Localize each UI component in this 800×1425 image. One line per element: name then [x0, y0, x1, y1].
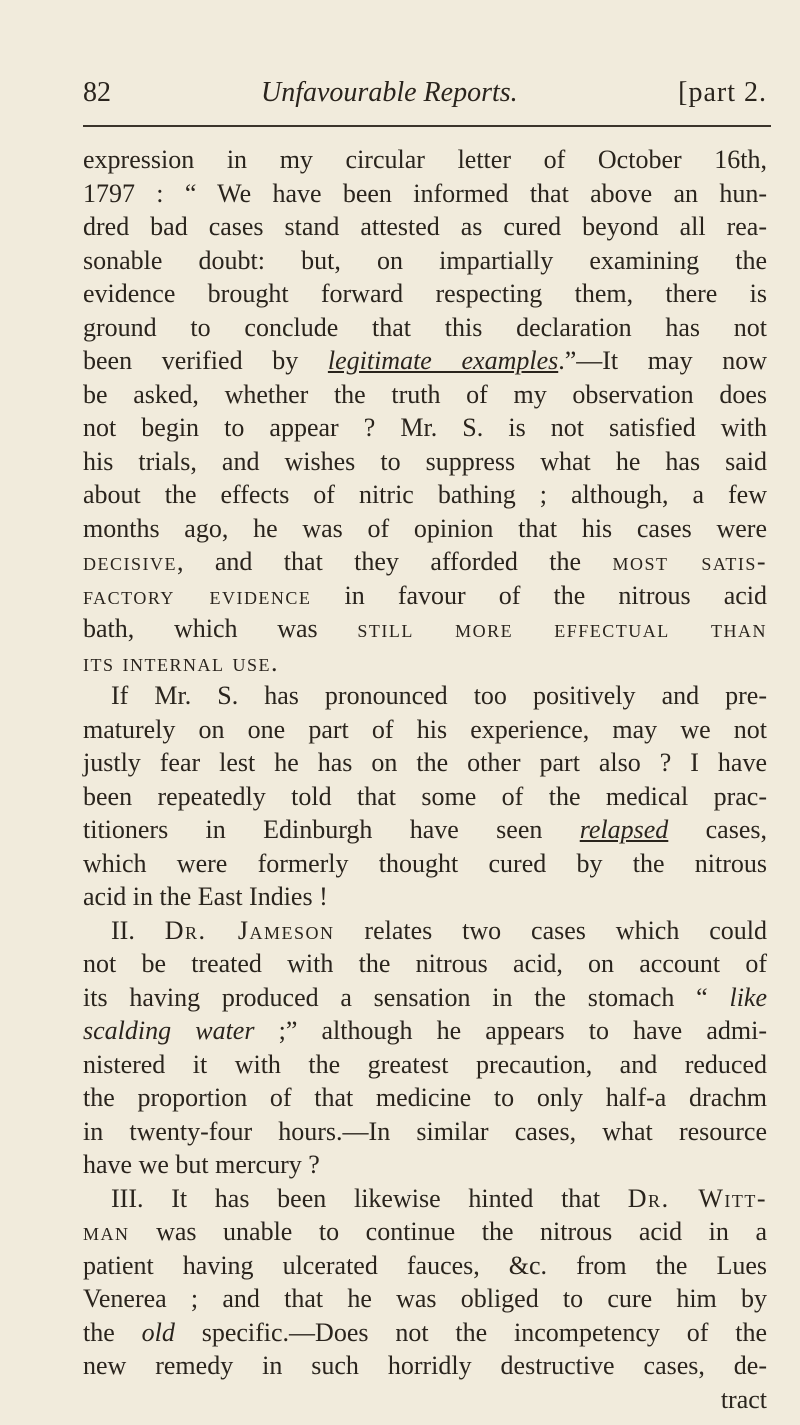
text-run: II.: [111, 915, 165, 945]
text-run: , and that they afforded the: [177, 547, 613, 576]
text-run: .”—It may now: [558, 346, 767, 375]
text-line: [83, 1014, 767, 1048]
page-number: 82: [83, 77, 111, 108]
text-run: legitimate examples: [327, 346, 559, 375]
text-line: which were formerly thought cured by the nitrous: [83, 848, 767, 878]
text-line: 1797 : “ We have been informed that above an hun-: [83, 178, 767, 208]
text-line: justly fear lest he has on the other part also ? I have: [83, 748, 767, 777]
text-line: new remedy in such horridly destructive cases, de-: [83, 1351, 767, 1380]
text-run: bath, which was: [83, 614, 358, 643]
text-line: not be treated with the nitrous acid, on account of: [83, 949, 767, 978]
text-run: titioners in Edinburgh have seen: [83, 815, 580, 844]
text-line: tract: [720, 1384, 767, 1414]
text-line: nistered it with the greatest precaution, and reduced: [83, 1049, 767, 1079]
text-run: specific.—Does not the incompetency of the: [174, 1317, 767, 1347]
text-run: like: [729, 982, 767, 1012]
text-line: not begin to appear ? Mr. S. is not satisfied with: [83, 413, 767, 442]
text-line: in twenty-four hours.—In similar cases, what resource: [83, 1116, 767, 1146]
text-run: relates two cases which could: [334, 915, 767, 945]
text-run: in favour of the nitrous acid: [311, 580, 768, 610]
text-line: [83, 646, 767, 680]
part-label: [part 2.: [678, 77, 767, 108]
text-run: old: [141, 1317, 175, 1347]
text-line: [83, 914, 767, 948]
text-line: [83, 612, 767, 646]
text-line: [83, 344, 767, 378]
text-line: sonable doubt: but, on impartially examining the: [83, 245, 767, 275]
text-line: expression in my circular letter of October 16th,: [83, 145, 767, 174]
text-run: its having produced a sensation in the stomach “: [83, 982, 730, 1012]
text-run: ;” although he appears to have admi-: [254, 1016, 767, 1045]
text-line: [83, 813, 767, 847]
text-line: been repeatedly told that some of the medical prac-: [83, 781, 767, 811]
header-rule: [83, 125, 771, 127]
text-line: dred bad cases stand attested as cured beyond all rea-: [83, 212, 767, 241]
text-line: maturely on one part of his experience, may we not: [83, 714, 767, 744]
text-run: relapsed: [579, 815, 669, 844]
text-run: III. It has been likewise hinted that: [111, 1183, 628, 1213]
text-line: [83, 981, 767, 1015]
text-run: Dr. Jameson: [164, 915, 335, 945]
text-run: the: [83, 1317, 142, 1347]
text-line: [83, 545, 767, 579]
text-line: [83, 579, 767, 613]
text-line: [83, 1316, 767, 1350]
text-line: acid in the East Indies !: [83, 882, 328, 911]
text-line: evidence brought forward respecting them, there is: [83, 279, 767, 308]
text-run: cases,: [668, 815, 767, 844]
text-run: been verified by: [83, 346, 328, 375]
text-line: have we but mercury ?: [83, 1150, 320, 1179]
text-line: [83, 1182, 767, 1216]
text-run: factory evidence: [83, 580, 312, 610]
text-line: patient having ulcerated fauces, &c. from the Lues: [83, 1250, 767, 1280]
text-run: man: [83, 1217, 130, 1246]
text-line: Venerea ; and that he was obliged to cure him by: [83, 1284, 767, 1313]
text-line: his trials, and wishes to suppress what he has said: [83, 446, 767, 476]
text-run: scalding water: [83, 1016, 255, 1045]
text-line: months ago, he was of opinion that his cases were: [83, 513, 767, 543]
text-line: the proportion of that medicine to only half-a drachm: [83, 1083, 767, 1112]
text-run: decisive: [83, 547, 177, 576]
text-run: its internal use.: [83, 647, 279, 677]
text-line: be asked, whether the truth of my observation does: [83, 379, 767, 409]
text-line: ground to conclude that this declaration has not: [83, 312, 767, 342]
text-run: Dr. Witt-: [627, 1183, 767, 1213]
text-run: most satis-: [612, 547, 768, 576]
running-header: [83, 76, 767, 126]
text-line: about the effects of nitric bathing ; although, a few: [83, 480, 767, 509]
running-title: Unfavourable Reports.: [261, 77, 518, 108]
text-line: If Mr. S. has pronounced too positively and pre-: [111, 681, 767, 710]
text-run: still more effectual than: [357, 614, 767, 643]
text-run: was unable to continue the nitrous acid in a: [129, 1217, 767, 1246]
body-text: [83, 143, 767, 1416]
text-line: [83, 1215, 767, 1249]
